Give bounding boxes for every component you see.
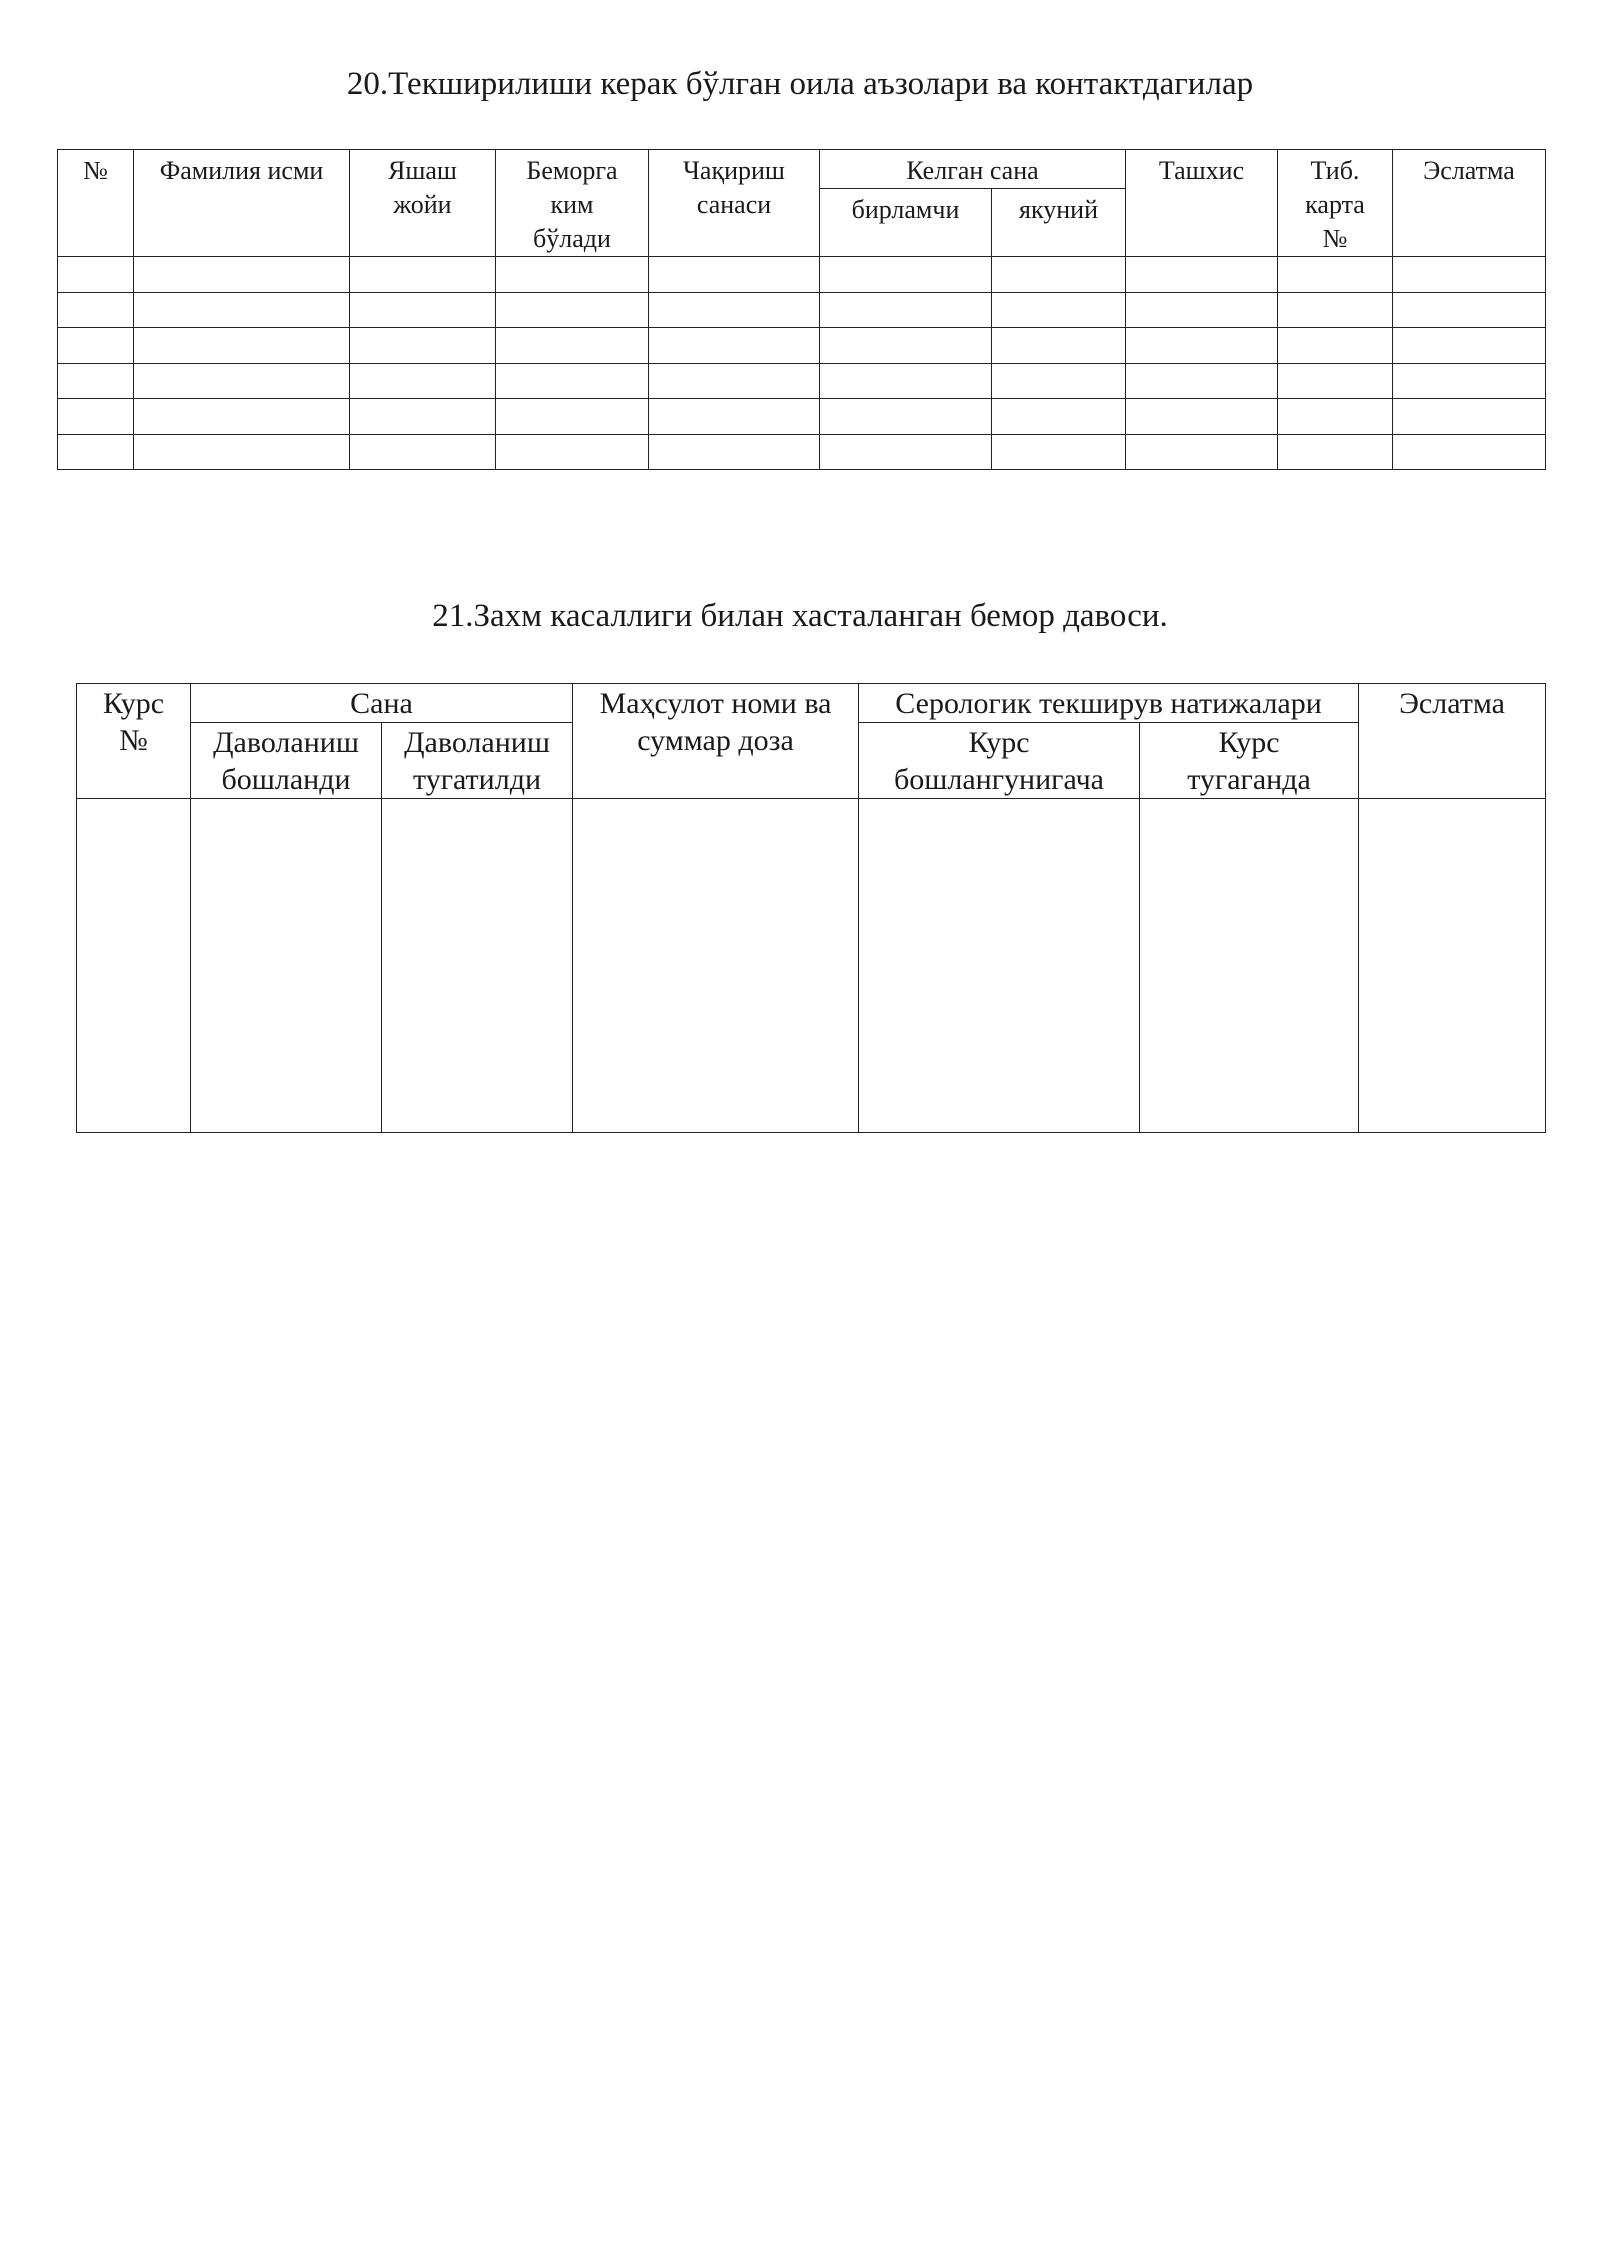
table-cell[interactable] (1126, 328, 1278, 364)
table-cell[interactable] (820, 257, 992, 293)
table-cell[interactable] (77, 799, 191, 1133)
table-cell[interactable] (649, 363, 820, 399)
table-cell[interactable] (58, 399, 134, 435)
col-header-note: Эслатма (1393, 150, 1546, 257)
table-row (77, 799, 1546, 1133)
table-cell[interactable] (820, 399, 992, 435)
table-cell[interactable] (1393, 328, 1546, 364)
col-header-before-course: Курс бошлангунигача (859, 723, 1140, 799)
table-cell[interactable] (350, 328, 496, 364)
table-cell[interactable] (1359, 799, 1546, 1133)
table-cell[interactable] (820, 434, 992, 470)
treatment-table (76, 683, 1546, 1133)
table-cell[interactable] (1278, 328, 1393, 364)
table-cell[interactable] (58, 257, 134, 293)
table-cell[interactable] (573, 799, 859, 1133)
table-cell[interactable] (134, 328, 350, 364)
table-cell[interactable] (1393, 399, 1546, 435)
col-header-arrival-first: бирламчи (820, 189, 992, 257)
table-cell[interactable] (1126, 292, 1278, 328)
table-cell[interactable] (350, 434, 496, 470)
table-cell[interactable] (992, 292, 1126, 328)
table-cell[interactable] (1278, 292, 1393, 328)
table-cell[interactable] (496, 399, 649, 435)
col-header-diagnosis: Ташхис (1126, 150, 1278, 257)
table-cell[interactable] (1140, 799, 1359, 1133)
table-cell[interactable] (649, 434, 820, 470)
table-cell[interactable] (820, 328, 992, 364)
table-cell[interactable] (58, 363, 134, 399)
table-cell[interactable] (859, 799, 1140, 1133)
table-cell[interactable] (134, 434, 350, 470)
col-header-treatment-started: Даволаниш бошланди (191, 723, 382, 799)
table-cell[interactable] (992, 363, 1126, 399)
col-header-treatment-ended: Даволаниш тугатилди (382, 723, 573, 799)
col-header-product: Маҳсулот номи ва суммар доза (573, 684, 859, 799)
table-cell[interactable] (350, 363, 496, 399)
col-header-arrival-final: якуний (992, 189, 1126, 257)
table-cell[interactable] (1393, 434, 1546, 470)
table-cell[interactable] (1393, 363, 1546, 399)
table-cell[interactable] (134, 399, 350, 435)
table-cell[interactable] (1126, 434, 1278, 470)
table-row (58, 363, 1546, 399)
table-row (58, 399, 1546, 435)
table-row (58, 257, 1546, 293)
section-20-title: 20.Текширилиши керак бўлган оила аъзолари ва контактдагилар (346, 66, 1254, 102)
table-cell[interactable] (350, 257, 496, 293)
table-cell[interactable] (1278, 434, 1393, 470)
table-cell[interactable] (992, 328, 1126, 364)
col-header-course-no: Курс № (77, 684, 191, 799)
col-header-arrival-date: Келган сана (820, 150, 1126, 189)
table-cell[interactable] (134, 257, 350, 293)
table-cell[interactable] (1126, 399, 1278, 435)
table-cell[interactable] (496, 257, 649, 293)
family-contacts-table (57, 149, 1546, 470)
table-cell[interactable] (992, 434, 1126, 470)
table-row (58, 328, 1546, 364)
table-cell[interactable] (1278, 257, 1393, 293)
table-cell[interactable] (496, 292, 649, 328)
table-cell[interactable] (1278, 399, 1393, 435)
table-cell[interactable] (496, 434, 649, 470)
table-cell[interactable] (992, 399, 1126, 435)
table-cell[interactable] (649, 257, 820, 293)
table-cell[interactable] (58, 328, 134, 364)
table-cell[interactable] (58, 434, 134, 470)
col-header-after-course: Курс тугаганда (1140, 723, 1359, 799)
col-header-number: № (58, 150, 134, 257)
section-21-title: 21.Захм касаллиги билан хасталанган бемор давоси. (432, 598, 1168, 634)
col-header-serology: Серологик текширув натижалари (859, 684, 1359, 723)
col-header-call-date: Чақириш санаси (649, 150, 820, 257)
table-cell[interactable] (382, 799, 573, 1133)
col-header-residence: Яшаш жойи (350, 150, 496, 257)
col-header-full-name: Фамилия исми (134, 150, 350, 257)
table-cell[interactable] (350, 292, 496, 328)
table-cell[interactable] (649, 328, 820, 364)
table-cell[interactable] (496, 328, 649, 364)
table-cell[interactable] (649, 399, 820, 435)
table-cell[interactable] (649, 292, 820, 328)
table-cell[interactable] (191, 799, 382, 1133)
table-cell[interactable] (820, 363, 992, 399)
table-cell[interactable] (496, 363, 649, 399)
table-cell[interactable] (1126, 363, 1278, 399)
table-cell[interactable] (1393, 292, 1546, 328)
table-cell[interactable] (1126, 257, 1278, 293)
table-cell[interactable] (1278, 363, 1393, 399)
col-header-note: Эслатма (1359, 684, 1546, 799)
col-header-med-card: Тиб. карта № (1278, 150, 1393, 257)
table-cell[interactable] (350, 399, 496, 435)
table-cell[interactable] (134, 292, 350, 328)
table-cell[interactable] (58, 292, 134, 328)
table-cell[interactable] (992, 257, 1126, 293)
table-row (58, 292, 1546, 328)
table-cell[interactable] (134, 363, 350, 399)
table-row (58, 434, 1546, 470)
table-cell[interactable] (1393, 257, 1546, 293)
table-cell[interactable] (820, 292, 992, 328)
col-header-relation: Беморга ким бўлади (496, 150, 649, 257)
col-header-date: Сана (191, 684, 573, 723)
